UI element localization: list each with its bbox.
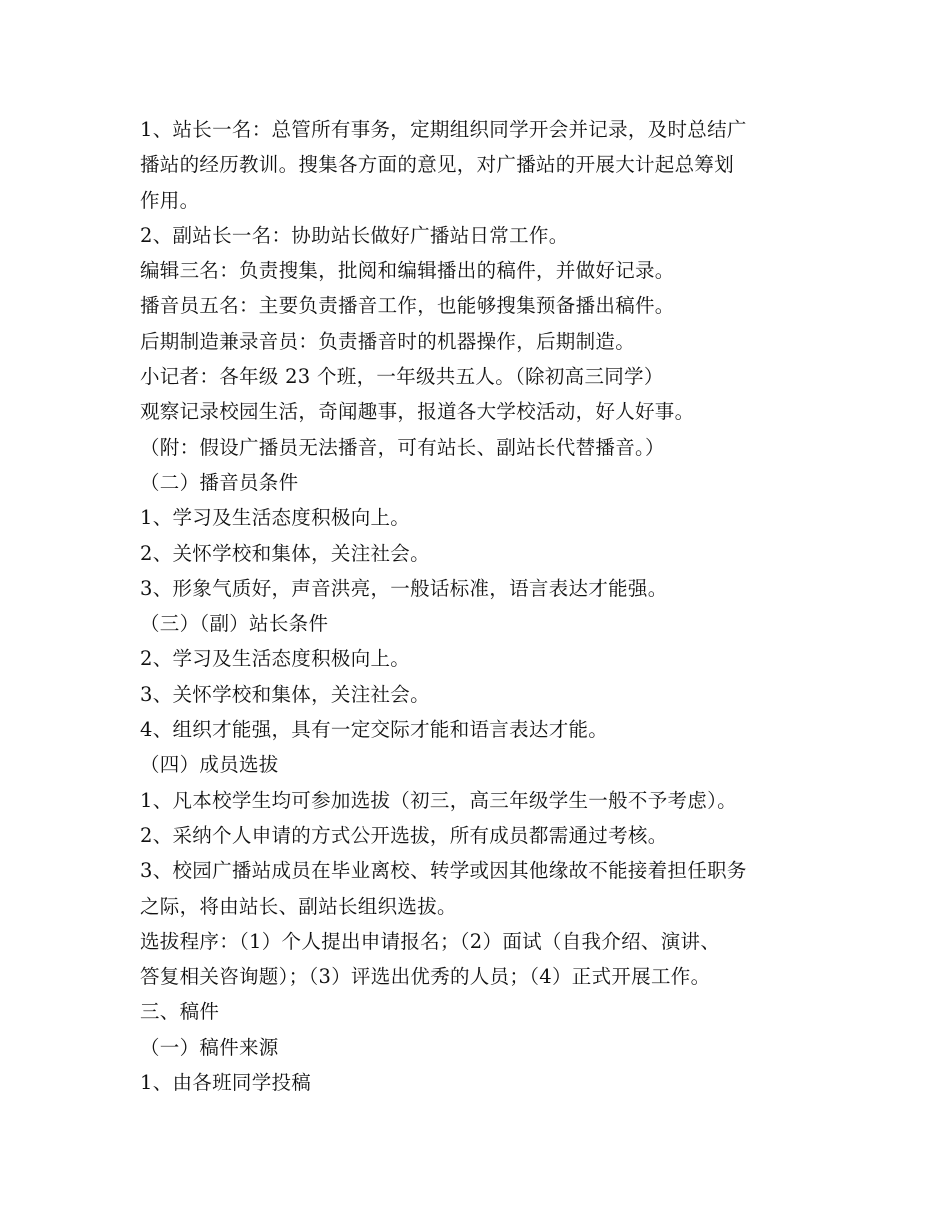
text-line: 1、由各班同学投稿 <box>140 1071 312 1095</box>
text-line: 1、凡本校学生均可参加选拔（初三，高三年级学生一般不予考虑）。 <box>140 788 737 812</box>
text-line: 小记者：各年级 23 个班，一年级共五人。（除初高三同学） <box>140 365 664 389</box>
text-line: 4、组织才能强，具有一定交际才能和语言表达才能。 <box>140 718 609 742</box>
section-heading: （四）成员选拔 <box>140 753 279 777</box>
text-line: 3、校园广播站成员在毕业离校、转学或因其他缘故不能接着担任职务 <box>140 859 747 883</box>
text-line: 之际，将由站长、副站长组织选拔。 <box>140 894 457 918</box>
text-line: 选拔程序：（1）个人提出申请报名；（2）面试（自我介绍、演讲、 <box>140 929 721 953</box>
text-line: （附：假设广播员无法播音，可有站长、副站长代替播音。） <box>140 435 665 459</box>
section-heading: （一）稿件来源 <box>140 1035 279 1059</box>
text-line: 答复相关咨询题）；（3）评选出优秀的人员；（4）正式开展工作。 <box>140 965 711 989</box>
document-body <box>140 112 820 1100</box>
text-line: 1、站长一名：总管所有事务，定期组织同学开会并记录，及时总结广 <box>140 118 747 141</box>
text-line: 2、采纳个人申请的方式公开选拔，所有成员都需通过考核。 <box>140 823 668 847</box>
section-heading: 三、稿件 <box>140 1000 220 1024</box>
text-line: 编辑三名：负责搜集，批阅和编辑播出的稿件，并做好记录。 <box>140 259 675 283</box>
section-heading: （二）播音员条件 <box>140 470 299 494</box>
text-line: 观察记录校园生活，奇闻趣事，报道各大学校活动，好人好事。 <box>140 400 695 424</box>
text-line: 播音员五名：主要负责播音工作，也能够搜集预备播出稿件。 <box>140 294 675 318</box>
text-line: 3、关怀学校和集体，关注社会。 <box>140 682 430 706</box>
text-line: 2、学习及生活态度积极向上。 <box>140 647 411 671</box>
text-line: 2、副站长一名：协助站长做好广播站日常工作。 <box>140 223 569 247</box>
section-heading: （三）（副）站长条件 <box>140 612 329 636</box>
text-line: 播站的经历教训。搜集各方面的意见，对广播站的开展大计起总筹划 <box>140 153 735 177</box>
text-line: 3、形象气质好，声音洪亮，一般话标准，语言表达才能强。 <box>140 576 668 600</box>
text-line: 作用。 <box>140 188 200 212</box>
text-line: 2、关怀学校和集体，关注社会。 <box>140 541 430 565</box>
text-line: 1、学习及生活态度积极向上。 <box>140 506 411 530</box>
text-line: 后期制造兼录音员：负责播音时的机器操作，后期制造。 <box>140 329 636 353</box>
